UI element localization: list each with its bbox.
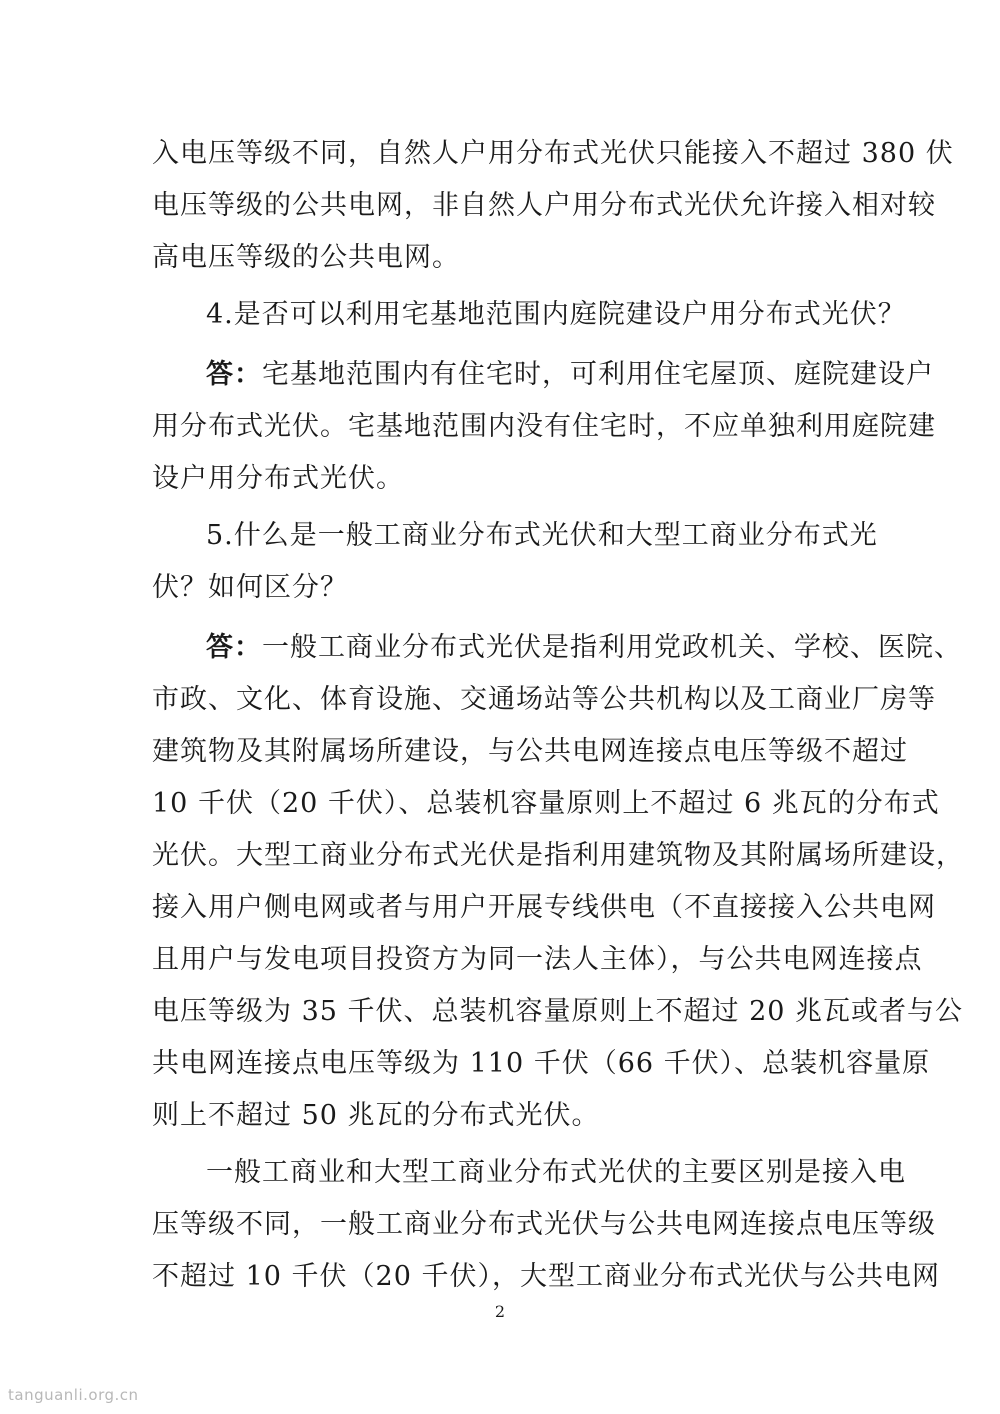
body-text-line: 建筑物及其附属场所建设，与公共电网连接点电压等级不超过 <box>152 736 908 767</box>
question-heading-continued: 伏？如何区分？ <box>152 572 348 603</box>
question-heading: 4.是否可以利用宅基地范围内庭院建设户用分布式光伏？ <box>206 299 906 330</box>
body-text-line: 用分布式光伏。宅基地范围内没有住宅时，不应单独利用庭院建 <box>152 411 936 442</box>
watermark: tanguanli.org.cn <box>8 1386 139 1404</box>
answer-text: 宅基地范围内有住宅时，可利用住宅屋顶、庭院建设户 <box>262 359 934 390</box>
question-heading: 5.什么是一般工商业分布式光伏和大型工商业分布式光 <box>206 520 878 551</box>
body-text-line: 10 千伏（20 千伏）、总装机容量原则上不超过 6 兆瓦的分布式 <box>152 788 940 819</box>
body-text-line: 一般工商业和大型工商业分布式光伏的主要区别是接入电 <box>206 1157 906 1188</box>
body-text-line: 接入用户侧电网或者与用户开展专线供电（不直接接入公共电网 <box>152 892 936 923</box>
body-text-line: 设户用分布式光伏。 <box>152 463 404 494</box>
body-text-line: 则上不超过 50 兆瓦的分布式光伏。 <box>152 1100 600 1131</box>
body-text-line: 不超过 10 千伏（20 千伏），大型工商业分布式光伏与公共电网 <box>152 1261 940 1292</box>
answer-paragraph-line <box>206 630 962 666</box>
page-number: 2 <box>494 1302 506 1321</box>
answer-label: 答： <box>206 359 262 390</box>
body-text-line: 且用户与发电项目投资方为同一法人主体），与公共电网连接点 <box>152 944 923 975</box>
body-text-line: 电压等级的公共电网，非自然人户用分布式光伏允许接入相对较 <box>152 190 936 221</box>
body-text-line: 入电压等级不同，自然人户用分布式光伏只能接入不超过 380 伏 <box>152 138 954 169</box>
body-text-line: 电压等级为 35 千伏、总装机容量原则上不超过 20 兆瓦或者与公 <box>152 996 964 1027</box>
body-text-line: 市政、文化、体育设施、交通场站等公共机构以及工商业厂房等 <box>152 684 936 715</box>
body-text-line: 高电压等级的公共电网。 <box>152 242 460 273</box>
body-text-line: 压等级不同，一般工商业分布式光伏与公共电网连接点电压等级 <box>152 1209 936 1240</box>
body-text-line: 光伏。大型工商业分布式光伏是指利用建筑物及其附属场所建设， <box>152 840 964 871</box>
answer-text: 一般工商业分布式光伏是指利用党政机关、学校、医院、 <box>262 632 962 663</box>
answer-label: 答： <box>206 632 262 663</box>
body-text-line: 共电网连接点电压等级为 110 千伏（66 千伏）、总装机容量原 <box>152 1048 931 1079</box>
answer-paragraph-line <box>206 357 934 393</box>
